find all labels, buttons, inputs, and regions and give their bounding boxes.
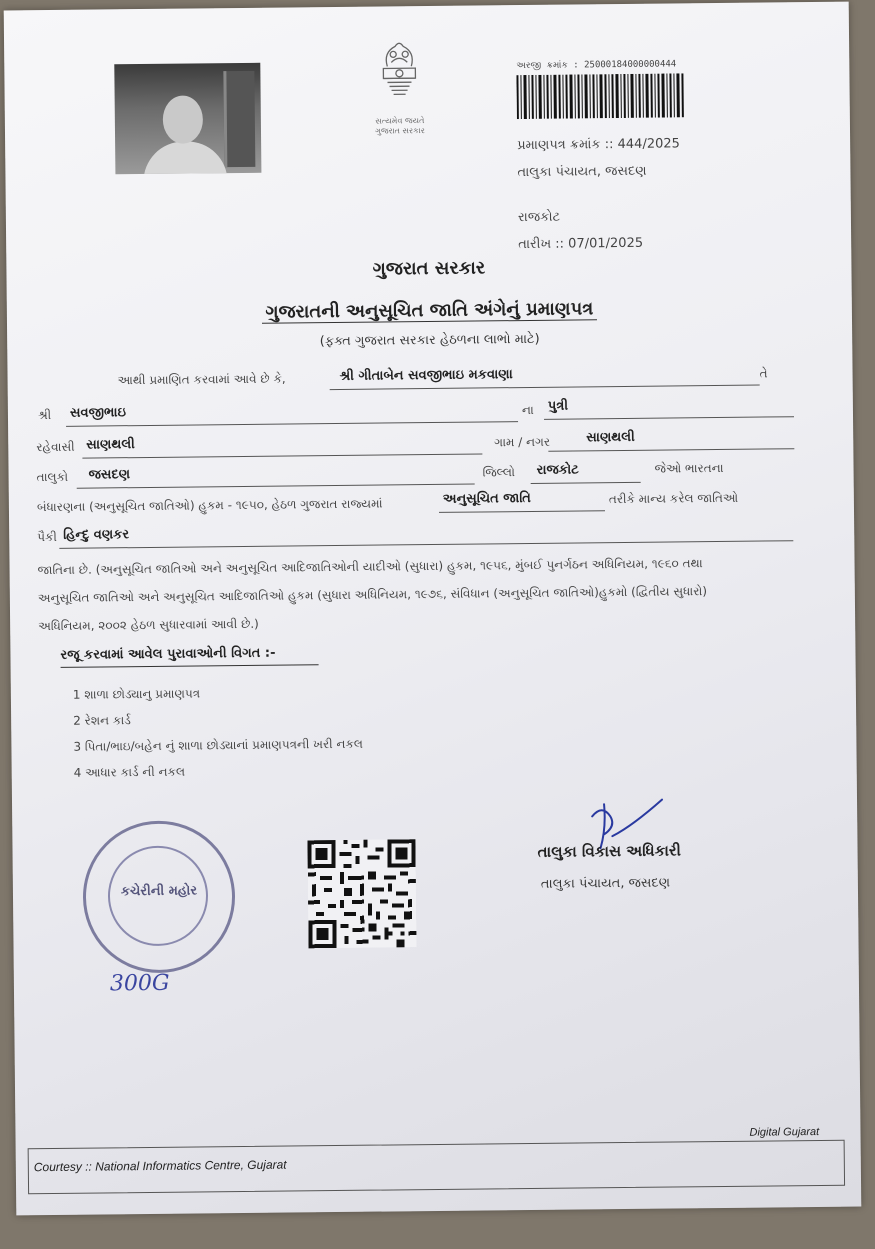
documents-heading: રજૂ કરવામાં આવેલ પુરાવાઓની વિગત :- (60, 645, 318, 668)
father-name: સવજીભાઇ (69, 405, 127, 421)
recognized-text: તરીકે માન્ય કરેલ જાતિઓ (608, 490, 739, 507)
caste-value: હિન્દુ વણકર (63, 527, 130, 543)
district-label: જિલ્લો (482, 465, 516, 480)
issuing-office: તાલુકા પંચાયત, જસદણ (517, 163, 647, 181)
na-label: ના (521, 402, 534, 418)
stamp-center-text: કચેરીની મહોર (120, 883, 198, 900)
office-stamp (82, 820, 236, 974)
document-item: 3 પિતા/ભાઇ/બહેન નું શાળા છોડ્યાનાં પ્રમાણપત્રની ખરી નકલ (73, 736, 364, 754)
relation: પુત્રી (547, 398, 569, 414)
document-item: 4 આધાર કાર્ડ ની નકલ (73, 764, 186, 780)
paragraph-line-2: અનુસૂચિત જાતિઓ અને અનુસૂચિત આદિજાતિઓ હુકમ (સુધારા અધિનિયમ, ૧૯૭૬, સંવિધાન (અનુસૂચિત જાતિઓ)હુકમો (દ્વિતીય સુધારો) (37, 584, 708, 606)
government-title: ગુજરાત સરકાર (372, 257, 486, 280)
issuing-place: રાજકોટ (517, 209, 561, 226)
paragraph-line-1: જાતિના છે. (અનુસૂચિત જાતિઓ અને અનુસૂચિત આદિજાતિઓની યાદીઓ (સુધારા) હુકમ, ૧૯૫૬, મુંબઈ પુનર્ગઠન અધિનિયમ, ૧૯૬૦ તથા (37, 556, 703, 578)
constitution-text: બંધારણના (અનુસૂચિત જાતિઓ) હુકમ - ૧૯૫૦, હેઠળ ગુજરાત રાજ્યમાં (36, 496, 383, 515)
district-value: રાજકોટ (536, 462, 579, 478)
emblem-label: ગુજરાત સરકાર (375, 126, 425, 136)
applicant-photo (114, 63, 261, 175)
barcode (516, 73, 686, 119)
qr-code (307, 839, 416, 948)
certificate-title (7, 296, 852, 326)
shri-label: શ્રી (37, 407, 52, 423)
certificate-title-text: ગુજરાતની અનુસૂચિત જાતિ અંગેનું પ્રમાણપત્ર (261, 298, 597, 324)
signatory-office: તાલુકા પંચાયત, જસદણ (540, 875, 671, 892)
handwritten-note: 300G (109, 970, 170, 997)
category-value: અનુસૂચિત જાતિ (442, 490, 531, 507)
certificate-scope: (ફક્ત ગુજરાત સરકાર હેઠળના લાભો માટે) (319, 331, 540, 350)
village-label: ગામ / નગર (494, 434, 551, 450)
intro-label: આથી પ્રમાણિત કરવામાં આવે છે કે, (117, 371, 286, 388)
state-emblem (364, 36, 435, 137)
te-label: તે (759, 366, 768, 381)
village-value: સાણથલી (586, 429, 635, 446)
issue-date: તારીખ :: 07/01/2025 (518, 235, 644, 253)
signatory-title: તાલુકા વિકાસ અધિકારી (537, 841, 682, 861)
taluka-label: તાલુકો (36, 469, 69, 485)
among-label: પૈકી (37, 529, 58, 545)
resident-label: રહેવાસી (36, 439, 75, 455)
ashoka-emblem-icon (373, 36, 426, 117)
applicant-name: શ્રી ગીતાબેન સવજીભાઇ મકવાણા (339, 367, 513, 384)
certificate-sheet (4, 2, 862, 1216)
joe-label: જેઓ ભારતના (654, 460, 724, 476)
document-item: 2 રેશન કાર્ડ (73, 713, 131, 728)
application-number: અરજી ક્રમાંક : 25000184000000444 (516, 59, 677, 72)
digital-gujarat-label: Digital Gujarat (749, 1125, 820, 1139)
document-item: 1 શાળા છોડ્યાનુ પ્રમાણપત્ર (72, 686, 201, 702)
resident-value: સાણથલી (86, 437, 135, 453)
courtesy-text: Courtesy :: National Informatics Centre, Gujarat (33, 1157, 287, 1175)
certificate-number: પ્રમાણપત્ર ક્રમાંક :: 444/2025 (517, 136, 680, 154)
paragraph-line-3: અધિનિયમ, ૨૦૦૨ હેઠળ સુધારવામાં આવી છે.) (38, 616, 259, 634)
emblem-motto: સત્યમેવ જયતે (375, 116, 425, 126)
taluka-value: જસદણ (88, 467, 131, 483)
